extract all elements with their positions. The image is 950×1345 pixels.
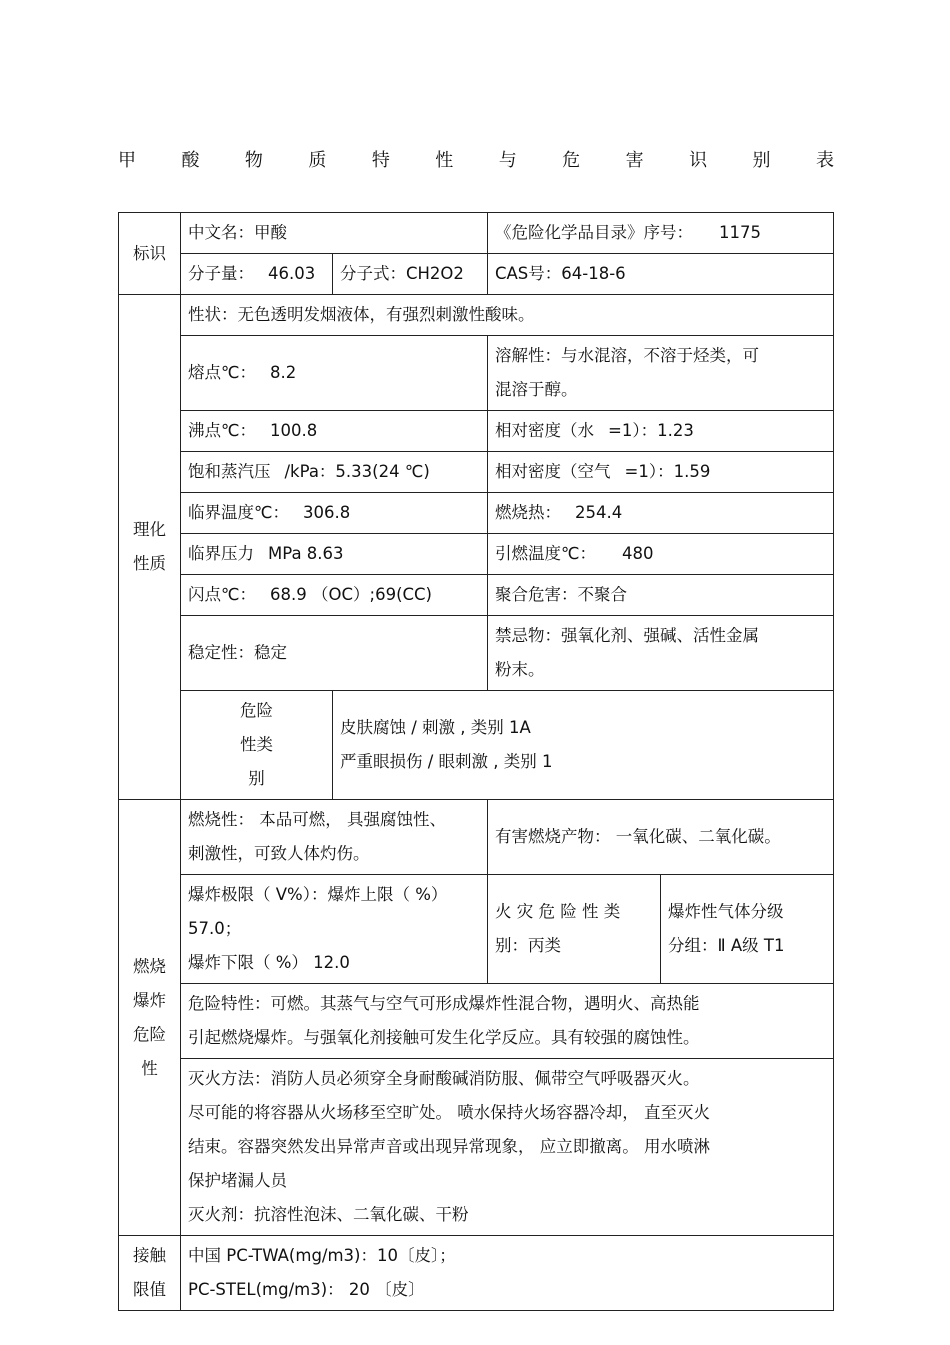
cell-vapor-pressure: 饱和蒸汽压 /kPa：5.33(24 ℃) (181, 452, 488, 493)
substance-property-table (118, 212, 834, 1311)
title-char: 与 (498, 150, 517, 171)
cell-relative-density-air: 相对密度（空气 =1）：1.59 (488, 452, 834, 493)
cell-appearance (181, 295, 834, 336)
cell-combustion-heat: 燃烧热： 254.4 (488, 493, 834, 534)
relative-density-water-value: =1）：1.23 (608, 421, 694, 440)
title-char: 害 (625, 150, 644, 171)
ignition-temperature-value: 480 (622, 544, 654, 563)
critical-pressure-value: MPa 8.63 (268, 544, 344, 563)
cell-chinese-name (181, 213, 488, 254)
catalog-number: 1175 (719, 223, 761, 242)
cell-ignition-temperature: 引燃温度℃： 480 (488, 534, 834, 575)
cell-flash-point: 闪点℃： 68.9 （OC）;69(CC) (181, 575, 488, 616)
hazard-eye-damage: 严重眼损伤 / 眼刺激 , 类别 1 (340, 752, 553, 771)
cell-catalog-number (488, 213, 834, 254)
cell-molecular-formula (333, 254, 488, 295)
cell-cas-number (488, 254, 834, 295)
pc-stel-limit: PC-STEL(mg/m3)： 20 〔皮〕 (188, 1280, 425, 1299)
molecular-weight-value: 46.03 (268, 264, 316, 283)
cell-polymerization-hazard: 聚合危害：不聚合 (488, 575, 834, 616)
melting-point-value: 8.2 (270, 363, 297, 382)
chinese-name: 中文名：甲酸 (188, 223, 287, 242)
title-char: 危 (562, 150, 581, 171)
cell-solubility: 溶解性：与水混溶，不溶于烃类，可 混溶于醇。 (488, 336, 834, 411)
relative-density-air-value: =1）：1.59 (624, 462, 711, 481)
section-label-fire-explosion: 燃烧 爆炸 危险 性 (119, 800, 181, 1236)
section-label-identification: 标识 (119, 213, 181, 295)
lower-explosion-limit: 爆炸下限（ %） 12.0 (188, 953, 350, 972)
title-char: 特 (371, 150, 390, 171)
title-char: 质 (308, 150, 327, 171)
title-char: 甲 (118, 150, 136, 171)
cell-incompatible-materials: 禁忌物：强氧化剂、强碱、活性金属 粉末。 (488, 616, 834, 691)
cas-number: CAS号：64-18-6 (495, 264, 626, 283)
cell-exposure-limits (181, 1236, 834, 1311)
cell-explosion-limits: 爆炸极限（ V%）：爆炸上限（ %） 57.0； 爆炸下限（ %） 12.0 (181, 875, 488, 984)
cell-combustion-products: 有害燃烧产物： 一氧化碳、二氧化碳。 (488, 800, 834, 875)
cell-flammability: 燃烧性： 本品可燃， 具强腐蚀性、 刺激性，可致人体灼伤。 (181, 800, 488, 875)
cell-boiling-point: 沸点℃： 100.8 (181, 411, 488, 452)
cell-melting-point: 熔点℃： 8.2 (181, 336, 488, 411)
cell-relative-density-water: 相对密度（水 =1）：1.23 (488, 411, 834, 452)
title-char: 识 (689, 150, 708, 171)
section-label-physical-properties: 理化 性质 (119, 295, 181, 800)
catalog-label: 《危险化学品目录》序号： (495, 223, 693, 242)
title-char: 性 (435, 150, 454, 171)
molecular-weight-label: 分子量： (188, 264, 254, 283)
appearance-text: 性状：无色透明发烟液体，有强烈刺激性酸味。 (188, 305, 535, 324)
title-char: 别 (752, 150, 771, 171)
upper-explosion-limit: 57.0； (188, 919, 242, 938)
molecular-formula: 分子式：CH2O2 (340, 264, 464, 283)
vapor-pressure-value: /kPa：5.33(24 ℃) (284, 462, 430, 481)
critical-temperature-value: 306.8 (303, 503, 351, 522)
cell-stability: 稳定性：稳定 (181, 616, 488, 691)
cell-extinguishing-method: 灭火方法：消防人员必须穿全身耐酸碱消防服、佩带空气呼吸器灭火。 尽可能的将容器从火场移至空旷处。 喷水保持火场容器冷却， 直至灭火 结束。容器突然发出异常声音或出现异常现象， 应立即撤离。 用水喷淋 保护堵漏人员 灭火剂：抗溶性泡沫、二氧化碳、干粉 (181, 1059, 834, 1236)
hazard-skin-corrosion: 皮肤腐蚀 / 刺激 , 类别 1A (340, 718, 531, 737)
cell-hazard-classes (333, 691, 834, 800)
cell-critical-temperature: 临界温度℃： 306.8 (181, 493, 488, 534)
extinguishing-agents: 灭火剂：抗溶性泡沫、二氧化碳、干粉 (188, 1205, 469, 1224)
pc-twa-limit: 中国 PC-TWA(mg/m3)：10〔皮〕； (188, 1246, 456, 1265)
cell-critical-pressure: 临界压力 MPa 8.63 (181, 534, 488, 575)
flash-point-value: 68.9 （OC）;69(CC) (270, 585, 432, 604)
title-char: 酸 (181, 150, 200, 171)
cell-fire-hazard-class: 火 灾 危 险 性 类 别：丙类 (488, 875, 661, 984)
cell-explosive-gas-group: 爆炸性气体分级 分组：Ⅱ A级 T1 (661, 875, 834, 984)
section-label-exposure-limits: 接触 限值 (119, 1236, 181, 1311)
cell-molecular-weight (181, 254, 333, 295)
section-label-hazard-class: 危险 性类 别 (181, 691, 333, 800)
cell-danger-characteristics: 危险特性：可燃。其蒸气与空气可形成爆炸性混合物，遇明火、高热能 引起燃烧爆炸。与强氧化剂接触可发生化学反应。具有较强的腐蚀性。 (181, 984, 834, 1059)
title-char: 表 (815, 150, 834, 171)
combustion-heat-value: 254.4 (575, 503, 623, 522)
document-title (118, 146, 834, 172)
title-char: 物 (244, 150, 263, 171)
boiling-point-value: 100.8 (270, 421, 318, 440)
